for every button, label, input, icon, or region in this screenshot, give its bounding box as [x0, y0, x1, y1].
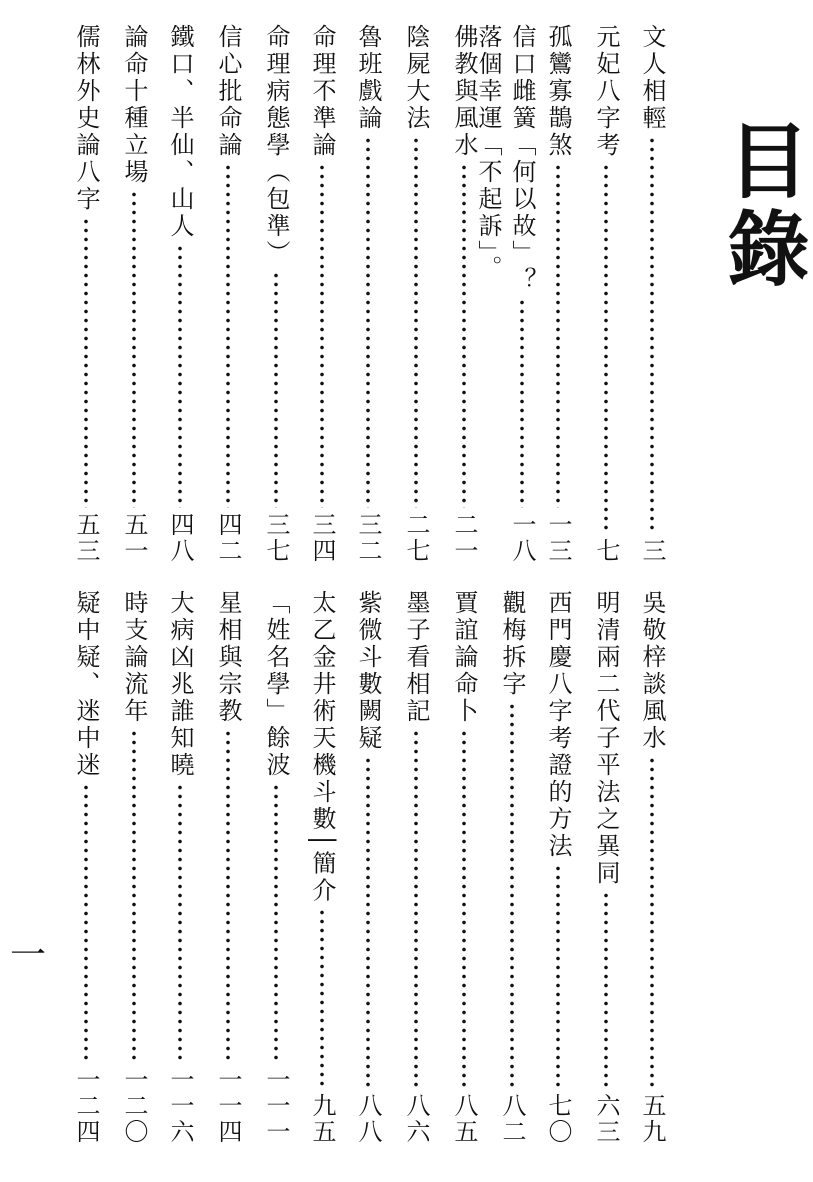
toc-entry-title: 紫微斗數闕疑: [354, 590, 382, 752]
toc-entry-title: 明清兩二代子平法之異同: [592, 590, 620, 887]
toc-entry[interactable]: [116, 590, 152, 1145]
toc-entry[interactable]: [504, 24, 540, 564]
leader-dots: [225, 163, 231, 508]
leader-dots: [649, 136, 655, 534]
toc-entry[interactable]: [68, 590, 104, 1145]
leader-dots: [83, 783, 89, 1063]
toc-entry-title: 命理不準論: [308, 24, 336, 159]
toc-entry-title: 疑中疑、迷中迷: [72, 590, 100, 779]
toc-entry-title: 佛教與風水: [450, 24, 478, 159]
toc-page-number: 八二: [498, 1093, 526, 1145]
toc-entry[interactable]: [210, 24, 246, 564]
leader-dots: [319, 908, 325, 1089]
toc-entry-title: 觀梅拆字: [498, 590, 526, 698]
leader-dots: [365, 136, 371, 508]
toc-entry-title: 魯班戲論: [354, 24, 382, 132]
toc-page-number: 九五: [308, 1093, 336, 1145]
toc-page-number: 四二: [214, 512, 242, 564]
toc-entry[interactable]: [588, 24, 624, 564]
toc-entry[interactable]: [68, 24, 104, 564]
toc-entry-title: 文人相輕: [638, 24, 666, 132]
toc-page-number: 五三: [72, 512, 100, 564]
toc-entry-title: 太乙金井術天機斗數│簡介: [308, 590, 336, 905]
toc-page-number: 一一一: [262, 1067, 290, 1145]
toc-entry[interactable]: [540, 590, 576, 1145]
toc-entry[interactable]: [258, 24, 294, 564]
leader-dots: [519, 298, 525, 508]
toc-entry[interactable]: [588, 590, 624, 1145]
toc-entry[interactable]: [162, 590, 198, 1145]
toc-entry[interactable]: [258, 590, 294, 1145]
leader-dots: [365, 756, 371, 1089]
toc-entry-title: 鐵口、半仙、山人: [166, 24, 194, 240]
toc-page-number: 二七: [402, 512, 430, 564]
toc-page-number: 八六: [402, 1093, 430, 1145]
toc-page-number: 一二〇: [120, 1067, 148, 1145]
toc-entry-title: 西門慶八字考證的方法: [544, 590, 572, 860]
toc-page-number: 一一四: [214, 1067, 242, 1145]
leader-dots: [555, 163, 561, 508]
leader-dots: [603, 163, 609, 534]
toc-page-number: 七〇: [544, 1093, 572, 1145]
toc-entry-title: 信心批命論: [214, 24, 242, 159]
toc-entry-title: 命理病態學（包準）: [262, 24, 290, 267]
toc-page-number: 四八: [166, 512, 194, 564]
leader-dots: [177, 244, 183, 508]
toc-page-number: 七: [592, 538, 620, 564]
leader-dots: [413, 729, 419, 1089]
toc-entry[interactable]: [162, 24, 198, 564]
toc-page-number: 八五: [450, 1093, 478, 1145]
toc-entry[interactable]: [446, 590, 482, 1145]
toc-page-number: 五九: [638, 1093, 666, 1145]
toc-page-number: 八八: [354, 1093, 382, 1145]
toc-entry[interactable]: [398, 590, 434, 1145]
toc-entry[interactable]: [350, 24, 386, 564]
toc-entry-title: 「姓名學」餘波: [262, 590, 290, 779]
toc-entry-title: 吳敬梓談風水: [638, 590, 666, 752]
leader-dots: [131, 729, 137, 1063]
toc-entry[interactable]: [540, 24, 576, 564]
toc-entry[interactable]: [304, 590, 340, 1145]
toc-entry-title: 時支論流年: [120, 590, 148, 725]
leader-dots: [83, 217, 89, 508]
toc-page-number: 一八: [508, 512, 536, 564]
toc-entry[interactable]: [446, 24, 482, 564]
leader-dots: [319, 163, 325, 508]
toc-page-number: 一二四: [72, 1067, 100, 1145]
toc-entry-title: 論命十種立場: [120, 24, 148, 186]
toc-page-number: 三七: [262, 512, 290, 564]
toc-page-number: 六三: [592, 1093, 620, 1145]
leader-dots: [225, 729, 231, 1063]
leader-dots: [413, 136, 419, 508]
toc-entry-title: 孤鸞寡鵲煞: [544, 24, 572, 159]
leader-dots: [555, 864, 561, 1089]
toc-entry-title: 陰屍大法: [402, 24, 430, 132]
toc-page-number: 三四: [308, 512, 336, 564]
toc-entry-title: 儒林外史論八字: [72, 24, 100, 213]
toc-entry-title: 賈誼論命卜: [450, 590, 478, 725]
toc-entry[interactable]: [398, 24, 434, 564]
toc-entry[interactable]: [634, 590, 670, 1145]
leader-dots: [177, 783, 183, 1063]
toc-page-number: 二一: [450, 512, 478, 564]
toc-entry-title: 大病凶兆誰知曉: [166, 590, 194, 779]
toc-page-number: 三二: [354, 512, 382, 564]
folio-page-number: 一: [10, 935, 47, 976]
toc-page-number: 一一六: [166, 1067, 194, 1145]
leader-dots: [649, 756, 655, 1089]
toc-entry-title: 元妃八字考: [592, 24, 620, 159]
toc-entry[interactable]: [210, 590, 246, 1145]
leader-dots: [603, 891, 609, 1089]
toc-entry-title: 落個幸運「不起訴」。: [474, 24, 502, 282]
page-title: 目錄: [714, 118, 809, 294]
leader-dots: [509, 702, 515, 1089]
toc-entry-title: 墨子看相記: [402, 590, 430, 725]
leader-dots: [273, 783, 279, 1063]
toc-entry[interactable]: [494, 590, 530, 1145]
toc-page-number: 五一: [120, 512, 148, 564]
toc-entry[interactable]: [634, 24, 670, 564]
toc-entry-title: 星相與宗教: [214, 590, 242, 725]
toc-entry[interactable]: [350, 590, 386, 1145]
toc-entry[interactable]: [304, 24, 340, 564]
leader-dots: [461, 163, 467, 508]
leader-dots: [461, 729, 467, 1089]
toc-entry[interactable]: [116, 24, 152, 564]
toc-page-number: 一三: [544, 512, 572, 564]
toc-entry-title: 信口雌簧「何以故」？: [508, 24, 536, 294]
leader-dots: [273, 271, 279, 508]
leader-dots: [131, 190, 137, 508]
toc-page-number: 三: [638, 538, 666, 564]
